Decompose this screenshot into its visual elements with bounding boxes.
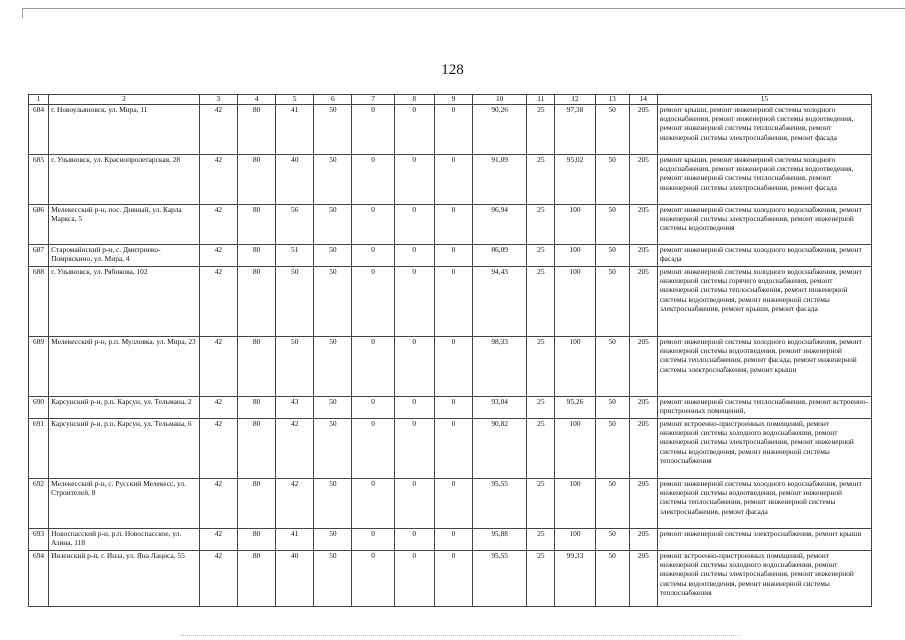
value-cell-c7: 0 xyxy=(352,529,394,551)
value-cell-c12: 100 xyxy=(555,267,595,337)
value-cell-c14: 205 xyxy=(629,419,657,479)
value-cell-c4: 80 xyxy=(237,419,275,479)
table-row xyxy=(29,267,872,337)
value-cell-c13: 50 xyxy=(595,551,629,607)
table-row xyxy=(29,155,872,205)
value-cell-c6: 50 xyxy=(314,205,352,245)
value-cell-c8: 0 xyxy=(394,155,434,205)
value-cell-c14: 205 xyxy=(629,105,657,155)
value-cell-c7: 0 xyxy=(352,105,394,155)
value-cell-c7: 0 xyxy=(352,337,394,397)
value-cell-c10: 93,04 xyxy=(473,397,527,419)
value-cell-c11: 25 xyxy=(527,155,555,205)
value-cell-c5: 40 xyxy=(276,551,314,607)
value-cell-c3: 42 xyxy=(199,419,237,479)
value-cell-c3: 42 xyxy=(199,267,237,337)
address-cell: Новоспасский р-н, р.п. Новоспасское, ул. Азина, 118 xyxy=(49,529,200,551)
value-cell-c3: 42 xyxy=(199,105,237,155)
table-row xyxy=(29,479,872,529)
works-cell: ремонт крыши, ремонт инженерной системы холодного водоснабжения, ремонт инженерной системы водоотведения, ремонт инженерной системы теплоснабжения, ремонт инженерной системы электроснабжения, ремонт фасада xyxy=(657,105,871,155)
scan-artifact xyxy=(180,631,740,636)
address-cell: Мелекесский р-н, с. Русский Мелекесс, ул. Строителей, 8 xyxy=(49,479,200,529)
works-cell: ремонт инженерной системы холодного водоснабжения, ремонт инженерной системы водоотведения, ремонт инженерной системы теплоснабжения, ремонт фасада, ремонт инженерной системы электроснабжения, ремонт крыши xyxy=(657,337,871,397)
value-cell-c11: 25 xyxy=(527,205,555,245)
value-cell-c3: 42 xyxy=(199,529,237,551)
address-cell: Старомайнский р-н, с. Дмитриево-Помряскино, ул. Мира, 4 xyxy=(49,245,200,267)
value-cell-c14: 205 xyxy=(629,397,657,419)
address-cell: Мелекесский р-н, р.п. Мулловка, ул. Мира, 23 xyxy=(49,337,200,397)
value-cell-c5: 50 xyxy=(276,337,314,397)
table-header-row xyxy=(29,95,872,105)
value-cell-c4: 80 xyxy=(237,105,275,155)
address-cell: Мелекесский р-н, пос. Дивный, ул. Карла Маркса, 5 xyxy=(49,205,200,245)
column-header-12: 12 xyxy=(555,95,595,105)
value-cell-c9: 0 xyxy=(434,337,472,397)
value-cell-c6: 50 xyxy=(314,479,352,529)
value-cell-c12: 100 xyxy=(555,479,595,529)
value-cell-c8: 0 xyxy=(394,205,434,245)
value-cell-c4: 80 xyxy=(237,245,275,267)
value-cell-c12: 100 xyxy=(555,419,595,479)
value-cell-c12: 100 xyxy=(555,205,595,245)
value-cell-c8: 0 xyxy=(394,267,434,337)
works-cell: ремонт встроенно-пристроенных помещений, ремонт инженерной системы холодного водоснабжения, ремонт инженерной системы электроснабжения, ремонт инженерной системы водоотведения, ремонт инженерной системы теплоснабжения xyxy=(657,419,871,479)
value-cell-c4: 80 xyxy=(237,337,275,397)
value-cell-c6: 50 xyxy=(314,155,352,205)
value-cell-c9: 0 xyxy=(434,419,472,479)
value-cell-c8: 0 xyxy=(394,479,434,529)
value-cell-c5: 51 xyxy=(276,245,314,267)
row-number-cell: 684 xyxy=(29,105,49,155)
value-cell-c5: 41 xyxy=(276,105,314,155)
value-cell-c13: 50 xyxy=(595,155,629,205)
value-cell-c7: 0 xyxy=(352,397,394,419)
column-header-11: 11 xyxy=(527,95,555,105)
value-cell-c14: 205 xyxy=(629,479,657,529)
value-cell-c5: 41 xyxy=(276,529,314,551)
value-cell-c10: 98,33 xyxy=(473,337,527,397)
value-cell-c12: 100 xyxy=(555,245,595,267)
value-cell-c11: 25 xyxy=(527,551,555,607)
value-cell-c14: 205 xyxy=(629,155,657,205)
address-cell: г. Ульяновск, ул. Рябикова, 102 xyxy=(49,267,200,337)
table-body xyxy=(29,95,872,607)
value-cell-c8: 0 xyxy=(394,105,434,155)
value-cell-c4: 80 xyxy=(237,267,275,337)
value-cell-c13: 50 xyxy=(595,245,629,267)
value-cell-c13: 50 xyxy=(595,267,629,337)
value-cell-c6: 50 xyxy=(314,397,352,419)
value-cell-c11: 25 xyxy=(527,397,555,419)
value-cell-c11: 25 xyxy=(527,479,555,529)
column-header-6: 6 xyxy=(314,95,352,105)
value-cell-c10: 86,09 xyxy=(473,245,527,267)
value-cell-c6: 50 xyxy=(314,551,352,607)
works-cell: ремонт инженерной системы холодного водоснабжения, ремонт инженерной системы электроснабжения, ремонт инженерной системы водоотведения xyxy=(657,205,871,245)
value-cell-c10: 95,55 xyxy=(473,551,527,607)
value-cell-c11: 25 xyxy=(527,529,555,551)
row-number-cell: 694 xyxy=(29,551,49,607)
column-header-14: 14 xyxy=(629,95,657,105)
row-number-cell: 689 xyxy=(29,337,49,397)
value-cell-c4: 80 xyxy=(237,551,275,607)
value-cell-c3: 42 xyxy=(199,155,237,205)
value-cell-c13: 50 xyxy=(595,337,629,397)
value-cell-c7: 0 xyxy=(352,155,394,205)
value-cell-c4: 80 xyxy=(237,155,275,205)
value-cell-c4: 80 xyxy=(237,205,275,245)
value-cell-c11: 25 xyxy=(527,337,555,397)
works-cell: ремонт инженерной системы холодного водоснабжения, ремонт фасада xyxy=(657,245,871,267)
value-cell-c9: 0 xyxy=(434,267,472,337)
repair-table xyxy=(28,94,872,607)
value-cell-c10: 90,82 xyxy=(473,419,527,479)
value-cell-c7: 0 xyxy=(352,419,394,479)
value-cell-c7: 0 xyxy=(352,551,394,607)
column-header-1: 1 xyxy=(29,95,49,105)
table-row xyxy=(29,551,872,607)
value-cell-c13: 50 xyxy=(595,419,629,479)
works-cell: ремонт инженерной системы теплоснабжения, ремонт встроенно-пристроенных помещений, xyxy=(657,397,871,419)
table-row xyxy=(29,397,872,419)
value-cell-c9: 0 xyxy=(434,205,472,245)
value-cell-c6: 50 xyxy=(314,267,352,337)
column-header-10: 10 xyxy=(473,95,527,105)
value-cell-c3: 42 xyxy=(199,397,237,419)
address-cell: Карсунский р-н, р.п. Карсун, ул. Тельмана, 2 xyxy=(49,397,200,419)
value-cell-c13: 50 xyxy=(595,397,629,419)
address-cell: г. Новоульяновск, ул. Мира, 11 xyxy=(49,105,200,155)
value-cell-c13: 50 xyxy=(595,529,629,551)
works-cell: ремонт встроенно-пристроенных помещений, ремонт инженерной системы холодного водоснабжения, ремонт инженерной системы электроснабжения, ремонт инженерной системы водоотведения, ремонт инженерной системы теплоснабжения xyxy=(657,551,871,607)
column-header-4: 4 xyxy=(237,95,275,105)
value-cell-c9: 0 xyxy=(434,397,472,419)
value-cell-c10: 96,94 xyxy=(473,205,527,245)
column-header-2: 2 xyxy=(49,95,200,105)
value-cell-c12: 99,33 xyxy=(555,551,595,607)
value-cell-c4: 80 xyxy=(237,479,275,529)
table-row xyxy=(29,105,872,155)
value-cell-c10: 95,55 xyxy=(473,479,527,529)
value-cell-c7: 0 xyxy=(352,205,394,245)
column-header-8: 8 xyxy=(394,95,434,105)
value-cell-c5: 56 xyxy=(276,205,314,245)
value-cell-c6: 50 xyxy=(314,337,352,397)
value-cell-c14: 205 xyxy=(629,267,657,337)
column-header-9: 9 xyxy=(434,95,472,105)
value-cell-c14: 205 xyxy=(629,245,657,267)
value-cell-c11: 25 xyxy=(527,245,555,267)
works-cell: ремонт крыши, ремонт инженерной системы холодного водоснабжения, ремонт инженерной системы водоотведения, ремонт инженерной системы теплоснабжения, ремонт инженерной системы электроснабжения, ремонт фасада xyxy=(657,155,871,205)
value-cell-c12: 100 xyxy=(555,337,595,397)
value-cell-c11: 25 xyxy=(527,419,555,479)
works-cell: ремонт инженерной системы холодного водоснабжения, ремонт инженерной системы водоотведения, ремонт инженерной системы теплоснабжения, ремонт инженерной системы электроснабжения, ремонт фасада xyxy=(657,479,871,529)
row-number-cell: 692 xyxy=(29,479,49,529)
value-cell-c10: 95,88 xyxy=(473,529,527,551)
column-header-7: 7 xyxy=(352,95,394,105)
value-cell-c6: 50 xyxy=(314,529,352,551)
table-row xyxy=(29,419,872,479)
value-cell-c13: 50 xyxy=(595,205,629,245)
column-header-3: 3 xyxy=(199,95,237,105)
value-cell-c11: 25 xyxy=(527,105,555,155)
value-cell-c10: 94,43 xyxy=(473,267,527,337)
address-cell: Инзенский р-н, г. Инза, ул. Яна Лациса, 55 xyxy=(49,551,200,607)
column-header-5: 5 xyxy=(276,95,314,105)
value-cell-c4: 80 xyxy=(237,529,275,551)
value-cell-c10: 91,09 xyxy=(473,155,527,205)
value-cell-c4: 80 xyxy=(237,397,275,419)
row-number-cell: 685 xyxy=(29,155,49,205)
works-cell: ремонт инженерной системы холодного водоснабжения, ремонт инженерной системы горячего водоснабжения, ремонт инженерной системы теплоснабжения, ремонт инженерной системы водоотведения, ремонт инженерной системы электроснабжения, ремонт крыши, ремонт фасада xyxy=(657,267,871,337)
value-cell-c9: 0 xyxy=(434,105,472,155)
table-row xyxy=(29,529,872,551)
page-left-edge xyxy=(22,8,23,18)
page-top-edge xyxy=(22,8,905,9)
value-cell-c14: 205 xyxy=(629,551,657,607)
works-cell: ремонт инженерной системы электроснабжения, ремонт крыши xyxy=(657,529,871,551)
value-cell-c3: 42 xyxy=(199,337,237,397)
value-cell-c5: 42 xyxy=(276,419,314,479)
value-cell-c13: 50 xyxy=(595,479,629,529)
value-cell-c3: 42 xyxy=(199,479,237,529)
value-cell-c12: 95,02 xyxy=(555,155,595,205)
table-row xyxy=(29,337,872,397)
value-cell-c9: 0 xyxy=(434,245,472,267)
row-number-cell: 688 xyxy=(29,267,49,337)
value-cell-c6: 50 xyxy=(314,245,352,267)
value-cell-c11: 25 xyxy=(527,267,555,337)
row-number-cell: 687 xyxy=(29,245,49,267)
value-cell-c3: 42 xyxy=(199,205,237,245)
row-number-cell: 693 xyxy=(29,529,49,551)
value-cell-c14: 205 xyxy=(629,205,657,245)
row-number-cell: 691 xyxy=(29,419,49,479)
value-cell-c8: 0 xyxy=(394,529,434,551)
value-cell-c14: 205 xyxy=(629,337,657,397)
value-cell-c14: 205 xyxy=(629,529,657,551)
value-cell-c6: 50 xyxy=(314,419,352,479)
address-cell: г. Ульяновск, ул. Краснопролетарская, 28 xyxy=(49,155,200,205)
value-cell-c9: 0 xyxy=(434,529,472,551)
value-cell-c12: 95,26 xyxy=(555,397,595,419)
value-cell-c7: 0 xyxy=(352,479,394,529)
table-row xyxy=(29,245,872,267)
value-cell-c3: 42 xyxy=(199,551,237,607)
value-cell-c8: 0 xyxy=(394,397,434,419)
value-cell-c5: 43 xyxy=(276,397,314,419)
value-cell-c9: 0 xyxy=(434,551,472,607)
value-cell-c13: 50 xyxy=(595,105,629,155)
value-cell-c7: 0 xyxy=(352,267,394,337)
value-cell-c9: 0 xyxy=(434,479,472,529)
value-cell-c5: 42 xyxy=(276,479,314,529)
page-number: 128 xyxy=(441,62,464,78)
row-number-cell: 690 xyxy=(29,397,49,419)
value-cell-c5: 50 xyxy=(276,267,314,337)
column-header-15: 15 xyxy=(657,95,871,105)
value-cell-c8: 0 xyxy=(394,551,434,607)
value-cell-c6: 50 xyxy=(314,105,352,155)
row-number-cell: 686 xyxy=(29,205,49,245)
value-cell-c8: 0 xyxy=(394,337,434,397)
column-header-13: 13 xyxy=(595,95,629,105)
value-cell-c12: 97,38 xyxy=(555,105,595,155)
value-cell-c5: 40 xyxy=(276,155,314,205)
value-cell-c8: 0 xyxy=(394,245,434,267)
value-cell-c8: 0 xyxy=(394,419,434,479)
table-row xyxy=(29,205,872,245)
value-cell-c7: 0 xyxy=(352,245,394,267)
value-cell-c3: 42 xyxy=(199,245,237,267)
address-cell: Карсунский р-н, р.п. Карсун, ул. Тельмана, 6 xyxy=(49,419,200,479)
value-cell-c9: 0 xyxy=(434,155,472,205)
value-cell-c12: 100 xyxy=(555,529,595,551)
value-cell-c10: 90,26 xyxy=(473,105,527,155)
